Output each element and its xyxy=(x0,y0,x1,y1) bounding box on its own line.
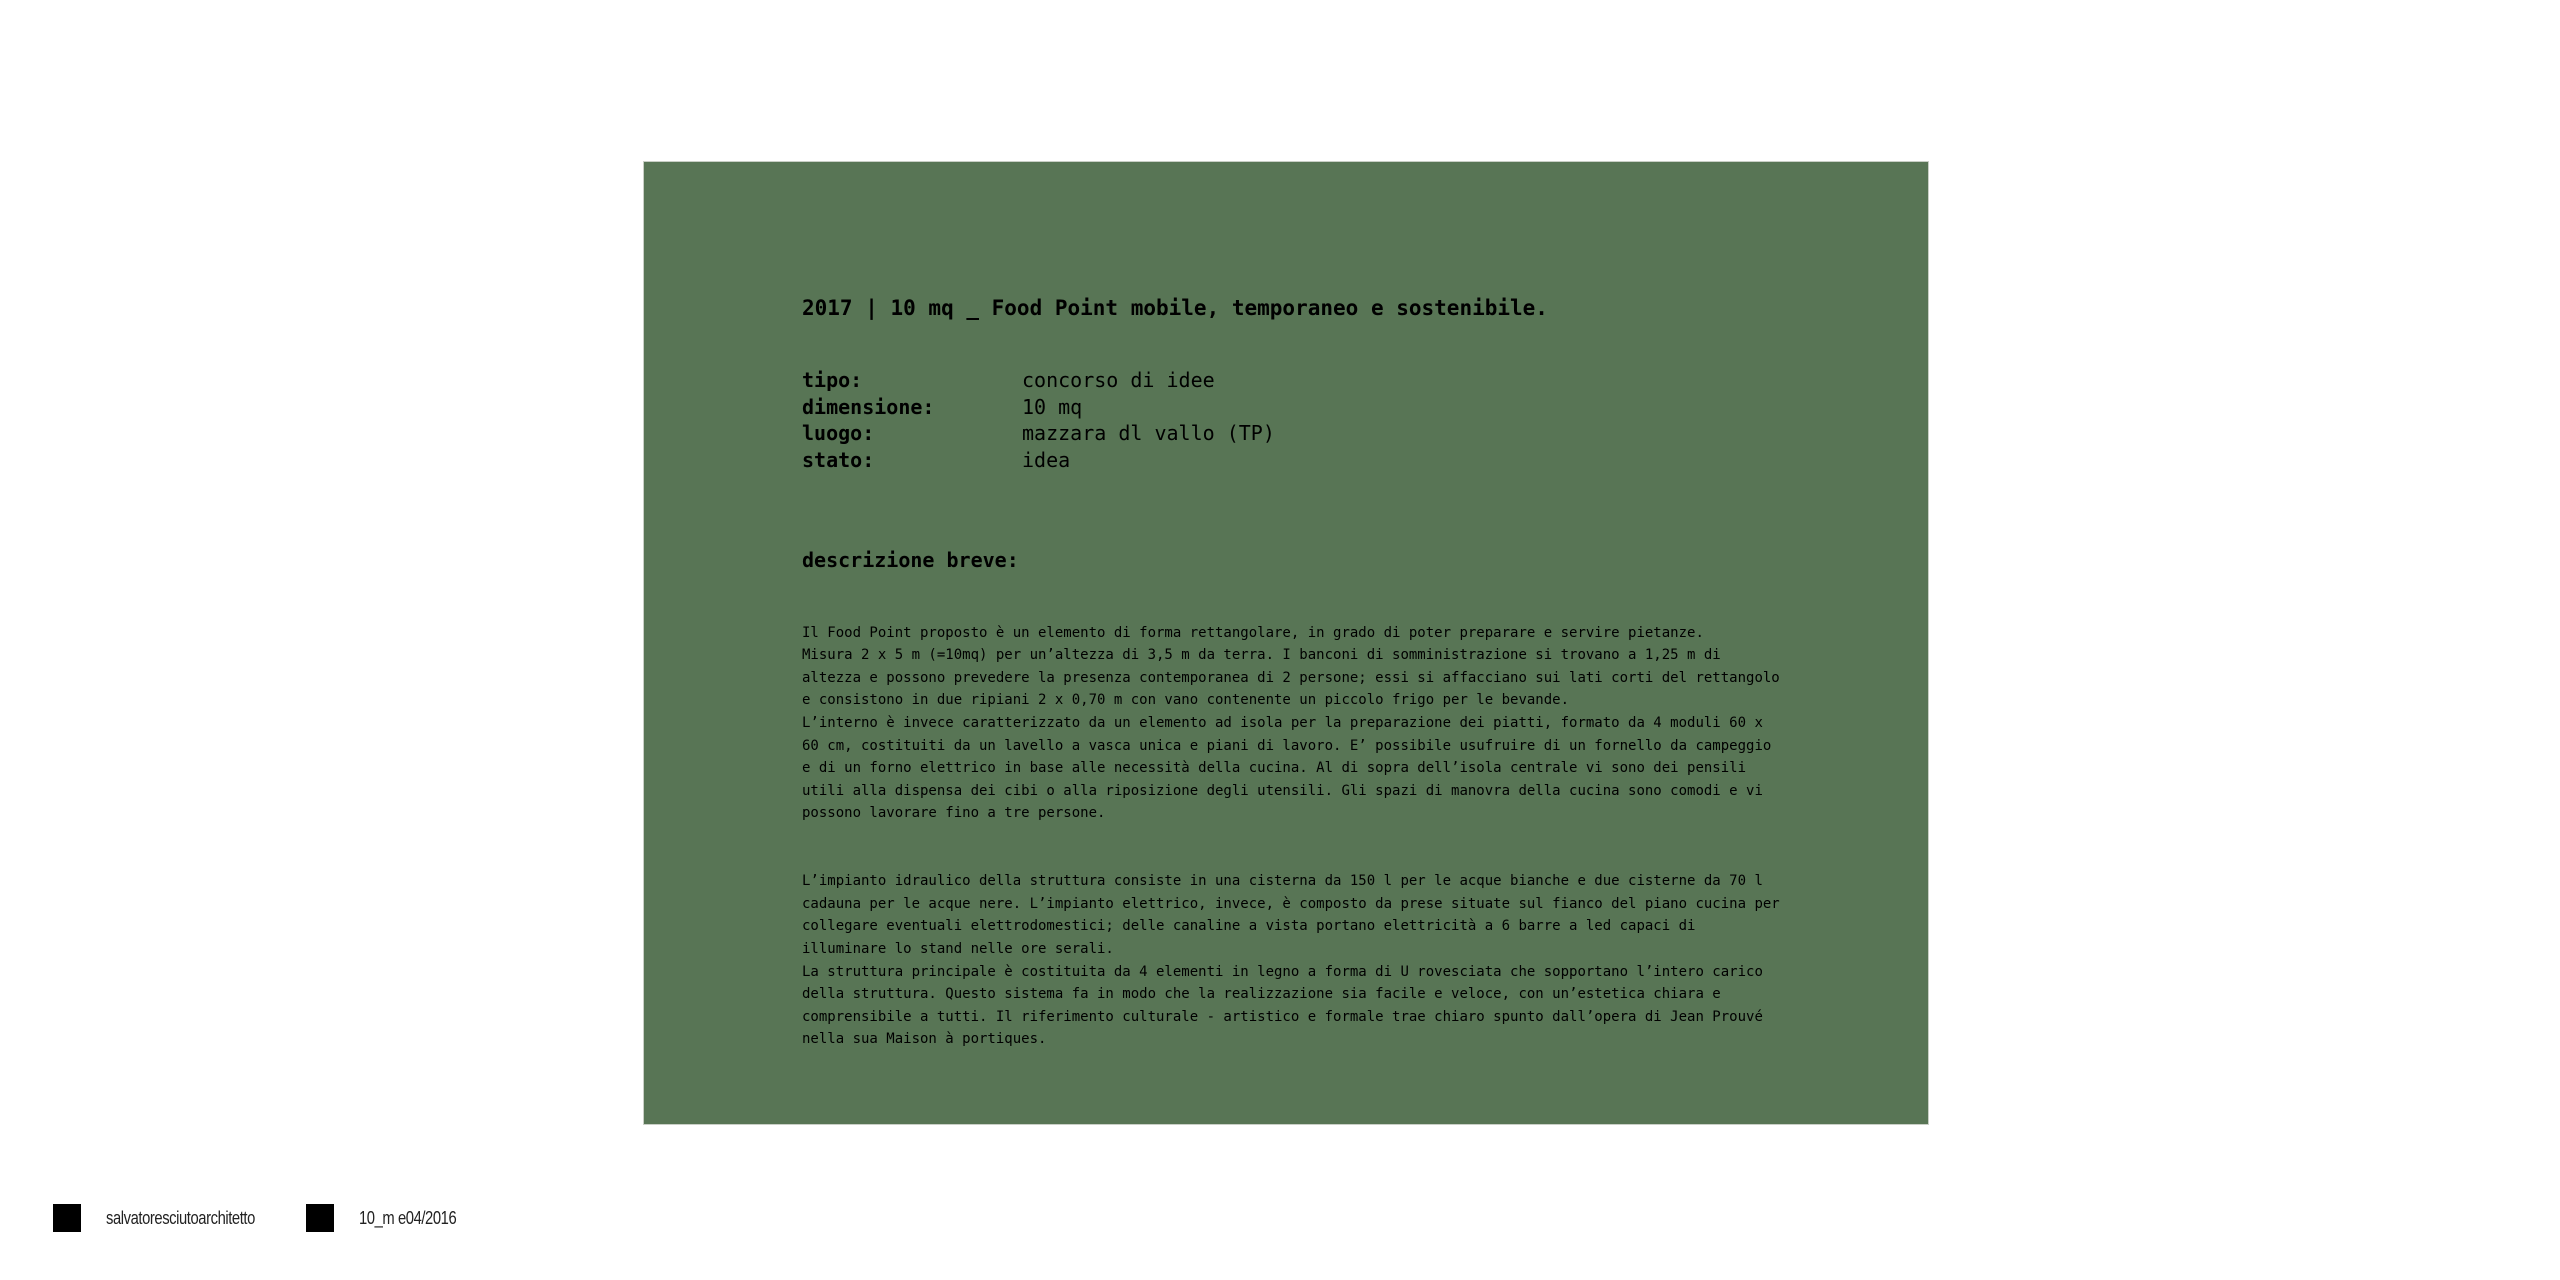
footer-author: salvatoresciutoarchitetto xyxy=(106,1207,255,1228)
project-content xyxy=(802,293,1802,1073)
description-heading: descrizione breve: xyxy=(802,548,1019,572)
description-body xyxy=(802,599,1802,1073)
project-title: 2017 | 10 mq _ Food Point mobile, temporaneo e sostenibile. xyxy=(802,296,1548,320)
field-value: idea xyxy=(1022,447,1071,472)
field-label: tipo: xyxy=(802,368,863,392)
field-row-tipo xyxy=(802,367,1802,394)
black-square-icon xyxy=(53,1204,81,1232)
footer-code: 10_m e04/2016 xyxy=(358,1207,456,1228)
field-value: 10 mq xyxy=(1022,394,1083,419)
project-fields xyxy=(802,367,1802,473)
field-value: mazzara dl vallo (TP) xyxy=(1022,421,1275,445)
description-paragraph: Il Food Point proposto è un elemento di forma rettangolare, in grado di poter preparare e servire pietanze. Misura 2 x 5 m (=10mq) per un’altezza di 3,5 m da terra. I banconi di somministrazione si trovano a 1,25 m di altezza e possono prevedere la presenza contemporanea di 2 persone; essi si affacciano sui lati corti del rettangolo e consistono in due ripiani 2 x 0,70 m con vano contenente un piccolo frigo per le bevande. L’interno è invece caratterizzato da un elemento ad isola per la preparazione dei piatti, formato da 4 moduli 60 x 60 cm, costituiti da un lavello a vasca unica e piani di lavoro. E’ possibile usufruire di un fornello da campeggio e di un forno elettrico in base alle necessità della cucina. Al di sopra dell’isola centrale vi sono dei pensili utili alla dispensa dei cibi o alla riposizione degli utensili. Gli spazi di manovra della cucina sono comodi e vi possono lavorare fino a tre persone. xyxy=(802,624,1780,822)
black-square-icon xyxy=(306,1204,334,1232)
field-value: concorso di idee xyxy=(1022,368,1215,392)
field-label: dimensione: xyxy=(802,394,935,419)
page-footer xyxy=(53,1203,477,1233)
project-panel xyxy=(643,161,1929,1125)
field-row-stato xyxy=(802,447,1802,474)
field-label: luogo: xyxy=(802,421,875,445)
field-label: stato: xyxy=(802,447,875,472)
description-paragraph: L’impianto idraulico della struttura consiste in una cisterna da 150 l per le acque bianche e due cisterne da 70 l cadauna per le acque nere. L’impianto elettrico, invece, è composto da prese situate sul fianco del piano cucina per collegare eventuali elettrodomestici; delle canaline a vista portano elettricità a 6 barre a led capaci di illuminare lo stand nelle ore serali. La struttura principale è costituita da 4 elementi in legno a forma di U rovesciata che sopportano l’intero carico della struttura. Questo sistema fa in modo che la realizzazione sia facile e veloce, con un’estetica chiara e comprensibile a tutti. Il riferimento culturale - artistico e formale trae chiaro spunto dall’opera di Jean Prouvé nella sua Maison à portiques. xyxy=(802,873,1780,1048)
field-row-luogo xyxy=(802,420,1802,447)
field-row-dimensione xyxy=(802,394,1802,421)
